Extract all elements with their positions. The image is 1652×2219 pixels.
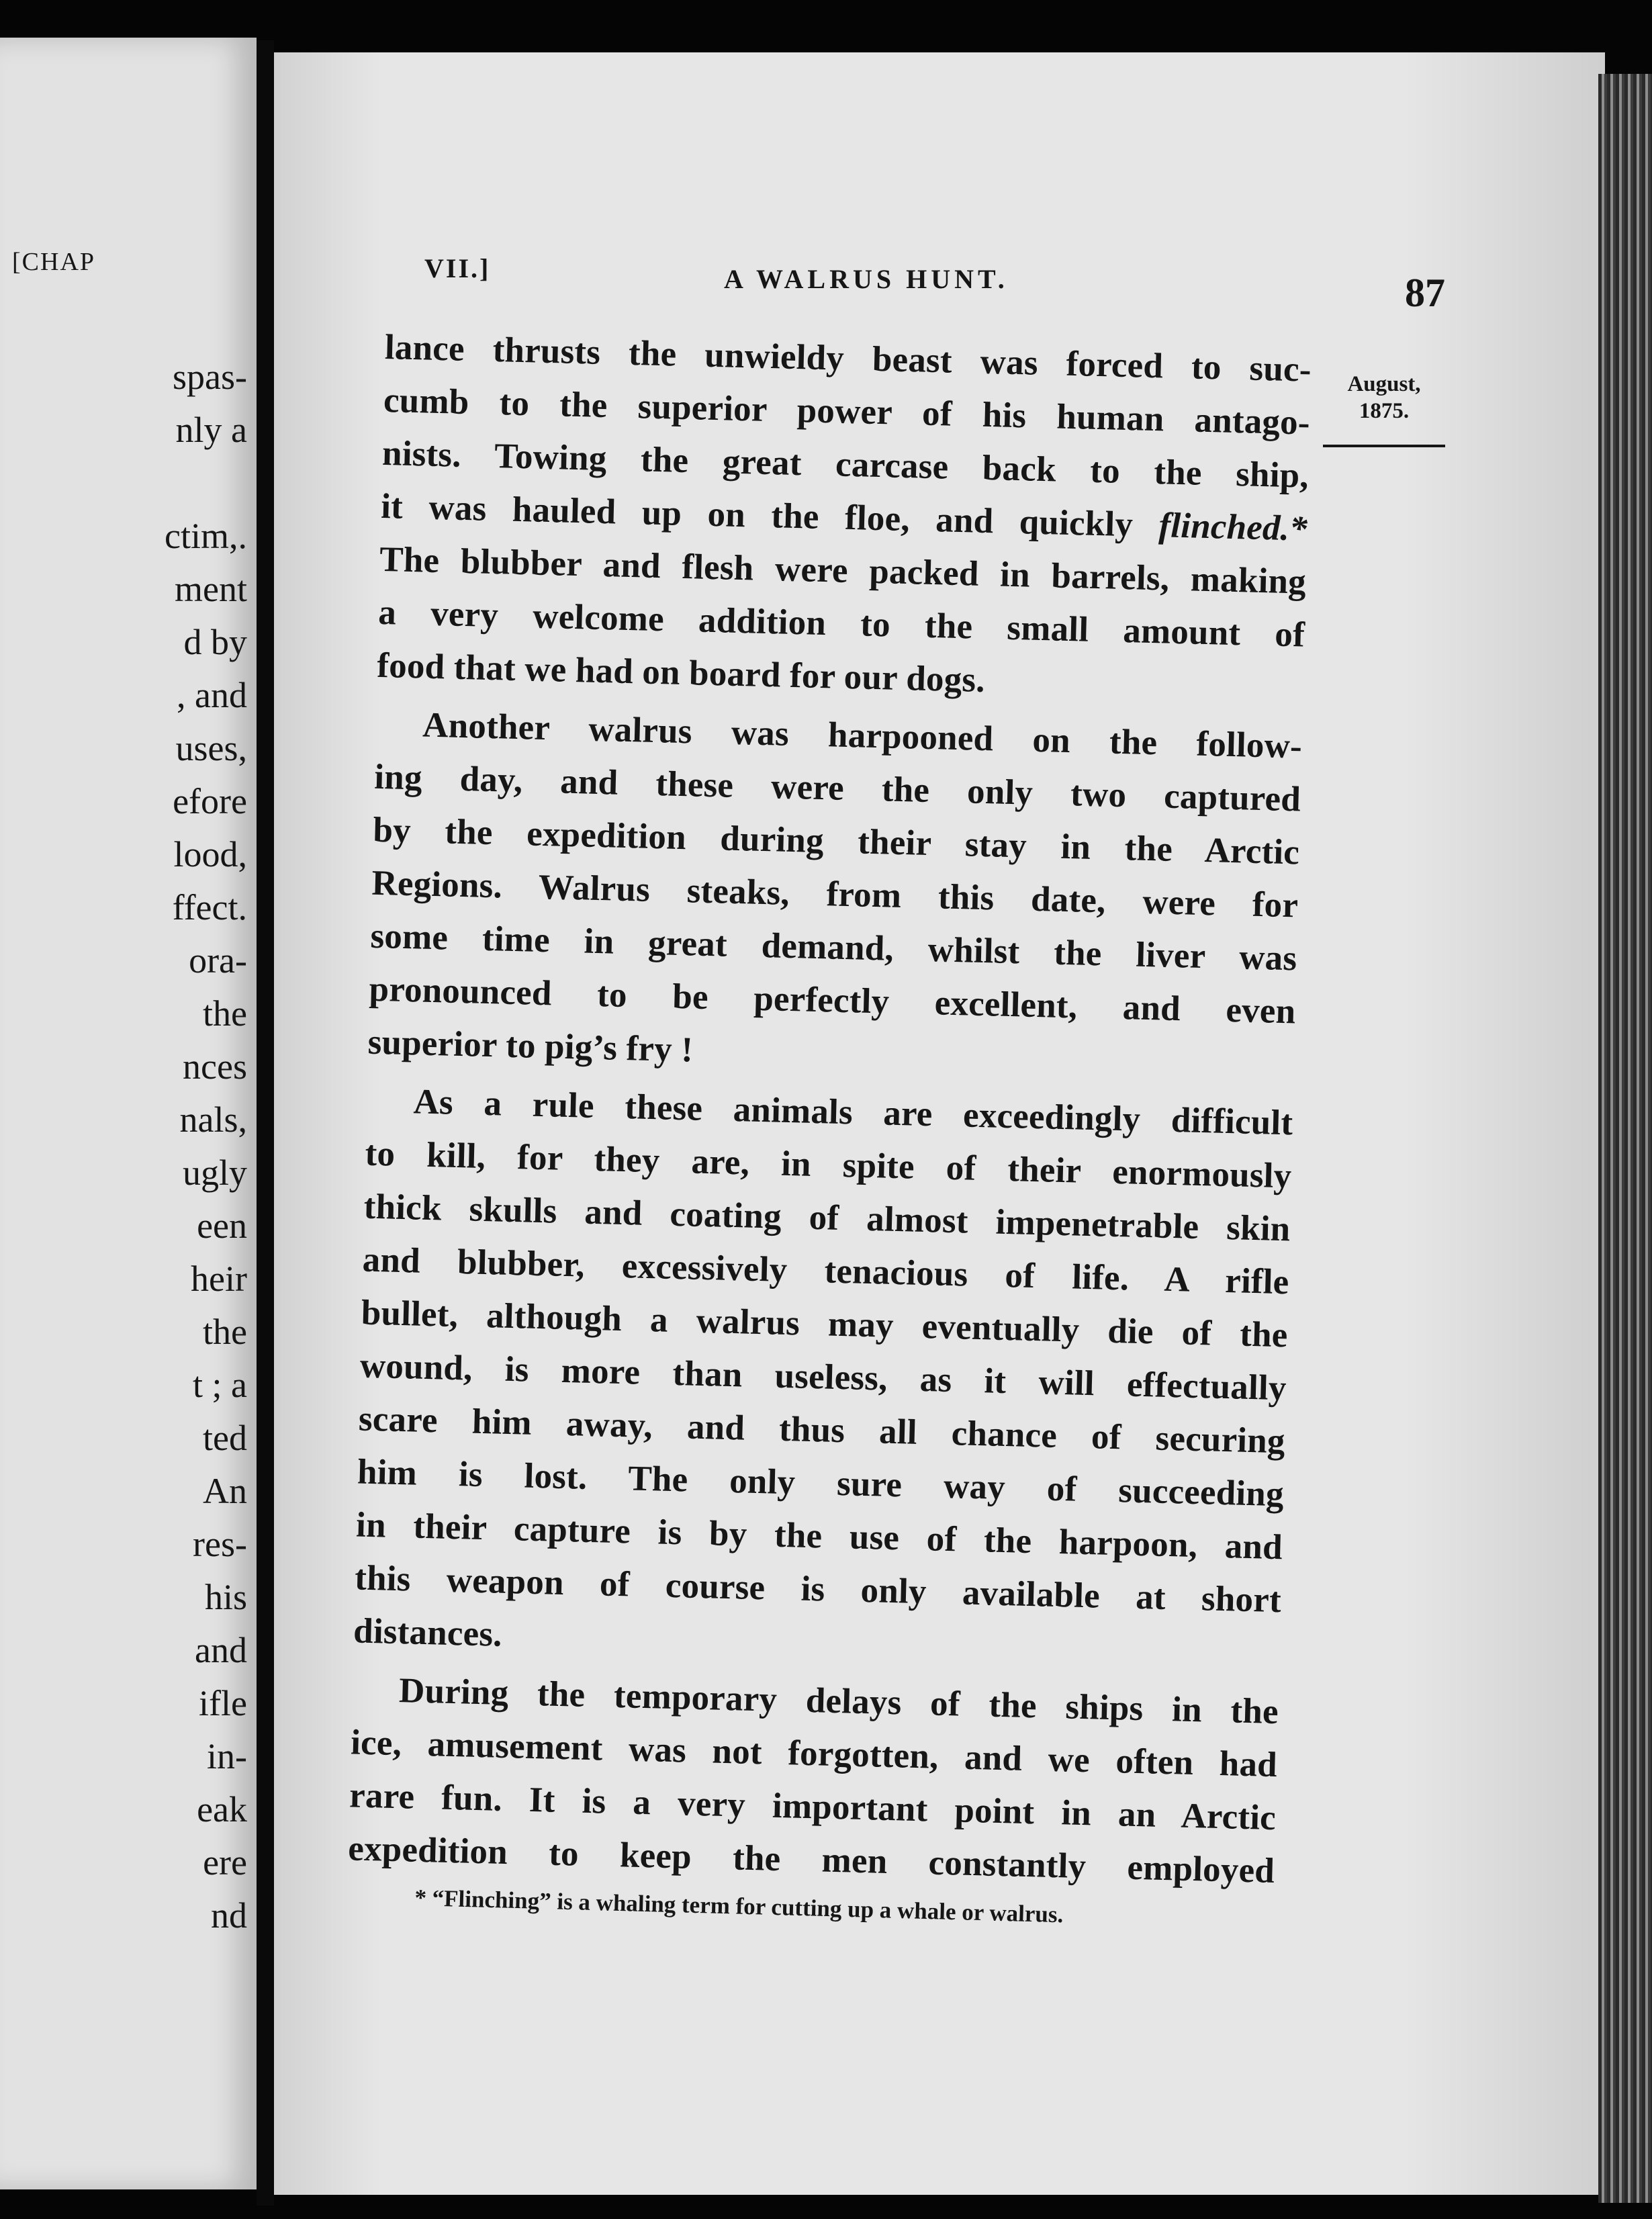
text-line: wound, is more than useless, as it will effectually: [359, 1346, 1287, 1408]
text-line: cumb to the superior power of his human antago-: [383, 380, 1311, 443]
left-fragment: ora-: [189, 940, 247, 981]
text-line: food that we had on board for our dogs.: [376, 645, 986, 700]
left-fragment: eak: [197, 1789, 247, 1829]
text-line: As a rule these animals are exceedingly difficult: [412, 1082, 1293, 1143]
italic-word-flinched: flinched.*: [1158, 506, 1308, 549]
left-fragment: the: [203, 1312, 247, 1352]
paragraph: [353, 1075, 1293, 1680]
left-fragment: ugly: [182, 1152, 247, 1193]
text-line: The blubber and flesh were packed in barrels, making: [379, 539, 1307, 602]
left-fragment: ted: [203, 1418, 247, 1458]
margin-note-month: August,: [1347, 372, 1421, 396]
text-line: ice, amusement was not forgotten, and we often had: [350, 1723, 1278, 1785]
margin-date-note: [1323, 371, 1445, 447]
running-head-chapter: VII.]: [424, 253, 491, 283]
left-fragment: een: [197, 1206, 247, 1246]
text-line: to kill, for they are, in spite of their enormously: [364, 1134, 1293, 1196]
paragraph: [347, 1663, 1279, 1898]
left-fragment: spas-: [173, 357, 247, 397]
page-edges: [1598, 74, 1652, 2203]
left-fragment: and: [195, 1630, 247, 1670]
book-gutter: [257, 40, 274, 2206]
paragraph: [376, 321, 1312, 715]
left-fragment: the: [203, 993, 247, 1034]
left-fragment: his: [204, 1577, 247, 1617]
body-text: [347, 321, 1312, 1898]
text-line-start: it was hauled up on the floe, and quickly: [380, 486, 1134, 545]
text-line: a very welcome addition to the small amount of: [377, 592, 1305, 655]
left-fragment: nd: [211, 1895, 247, 1936]
text-line: bullet, although a walrus may eventually die of the: [361, 1293, 1289, 1355]
left-fragment: res-: [193, 1524, 247, 1564]
left-fragment: t ; a: [193, 1365, 247, 1405]
text-line: During the temporary delays of the ships in the: [398, 1671, 1279, 1732]
text-line: superior to pig’s fry !: [367, 1022, 694, 1070]
left-fragment: in-: [207, 1736, 247, 1776]
text-line: scare him away, and thus all chance of securing: [358, 1399, 1286, 1461]
text-line: Regions. Walrus steaks, from this date, were for: [371, 863, 1299, 925]
left-fragment: An: [203, 1471, 247, 1511]
left-fragment: ment: [175, 569, 247, 609]
text-line: Another walrus was harpooned on the follow-: [422, 705, 1303, 766]
left-fragment: d by: [183, 622, 247, 662]
running-head-title: A WALRUS HUNT.: [724, 264, 1009, 294]
text-line: him is lost. The only sure way of succeeding: [357, 1452, 1285, 1514]
left-fragment: , and: [177, 675, 247, 715]
text-line: lance thrusts the unwieldy beast was forced to suc-: [384, 327, 1312, 390]
text-line: expedition to keep the men constantly employed: [347, 1829, 1275, 1891]
margin-note-year: 1875.: [1359, 399, 1410, 423]
left-fragment: nals,: [179, 1099, 247, 1140]
left-fragment: heir: [191, 1259, 247, 1299]
left-fragment: uses,: [175, 728, 247, 768]
paragraph: [367, 698, 1303, 1092]
left-running-head: [CHAP: [12, 248, 96, 276]
text-line: nists. Towing the great carcase back to the ship,: [381, 433, 1310, 496]
text-line: distances.: [353, 1611, 503, 1654]
text-line: rare fun. It is a very important point in an Arctic: [349, 1776, 1277, 1838]
previous-page-fragment: [0, 38, 257, 2189]
left-fragment: nly a: [175, 410, 247, 450]
text-line: ing day, and these were the only two captured: [373, 757, 1301, 819]
left-fragment: nces: [183, 1046, 247, 1087]
left-text-fragments: [0, 351, 247, 1942]
text-line: by the expedition during their stay in the Arctic: [372, 810, 1300, 872]
text-line: in their capture is by the use of the harpoon, and: [355, 1505, 1283, 1568]
left-fragment: ere: [203, 1842, 247, 1883]
left-fragment: lood,: [173, 834, 247, 874]
text-line: thick skulls and coating of almost impenetrable skin: [363, 1187, 1291, 1249]
margin-note-rule: [1323, 445, 1445, 447]
left-fragment: ifle: [199, 1683, 247, 1723]
left-fragment: ffect.: [172, 887, 247, 927]
text-line: some time in great demand, whilst the liver was: [369, 916, 1297, 979]
page-number: 87: [1405, 271, 1445, 315]
left-fragment: [0, 457, 247, 510]
text-line: and blubber, excessively tenacious of life. A rifle: [362, 1240, 1290, 1302]
footnote: * “Flinching” is a whaling term for cutting up a whale or walrus.: [414, 1885, 1064, 1928]
text-line: this weapon of course is only available at short: [354, 1558, 1282, 1621]
left-fragment: ctim,.: [165, 516, 247, 556]
left-fragment: efore: [173, 781, 247, 821]
text-line: pronounced to be perfectly excellent, and even: [368, 969, 1296, 1032]
